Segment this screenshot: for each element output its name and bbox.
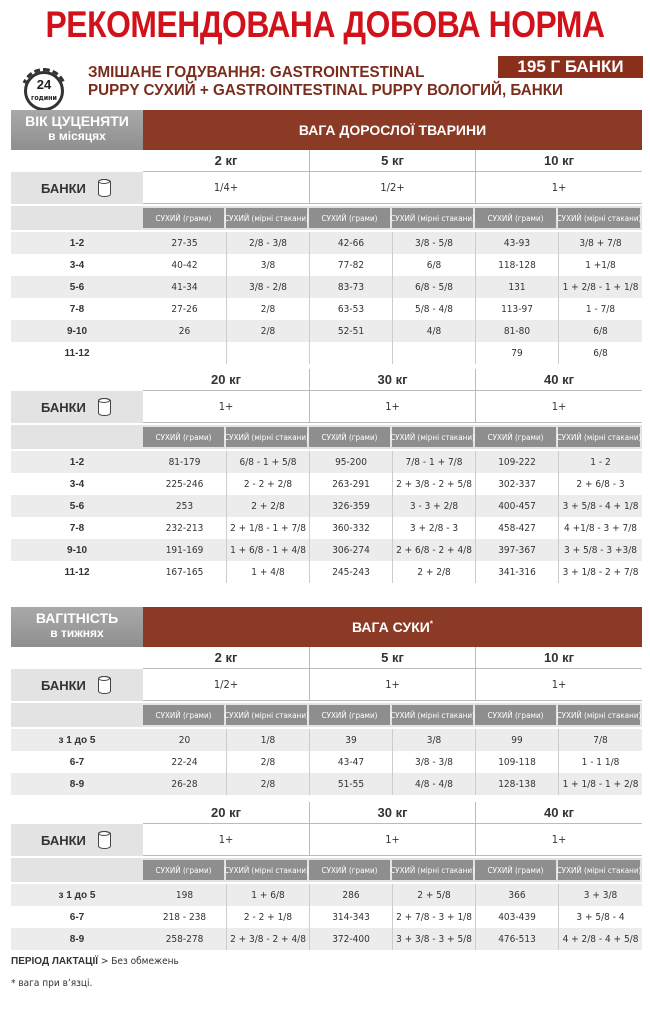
table-cell: 3/8 <box>392 729 475 751</box>
table-cell <box>309 342 392 364</box>
weight-row <box>11 369 642 391</box>
banks-label-text: БАНКИ <box>41 832 86 848</box>
table-cell: 6/8 - 1 + 5/8 <box>226 451 309 473</box>
table-cell: 3/8 - 2/8 <box>226 276 309 298</box>
banks-row-spacer <box>11 172 143 204</box>
table-row <box>11 773 642 795</box>
table-cell: 77-82 <box>309 254 392 276</box>
table-cell: 131 <box>475 276 558 298</box>
table-cell: 218 - 238 <box>162 911 207 923</box>
row-label: 7-8 <box>69 303 85 315</box>
row-label: 1-2 <box>69 237 85 249</box>
table-cell: 4/8 - 4/8 <box>392 773 475 795</box>
weight-cell: 30 кг <box>309 802 475 824</box>
table-cell: 2/8 <box>226 298 309 320</box>
table-cell: 3/8 <box>226 254 309 276</box>
banks-label-text: БАНКИ <box>41 399 86 415</box>
weight-cell: 30 кг <box>309 369 475 391</box>
table-row <box>11 342 642 364</box>
table-cell: 2 + 1/8 - 1 + 7/8 <box>226 517 309 539</box>
banks-value: 1+ <box>475 669 642 701</box>
table-cell: 2 + 6/8 - 3 <box>558 473 642 495</box>
table-cell: 198 <box>175 889 194 901</box>
table-row <box>11 320 642 342</box>
banks-value: 1+ <box>309 824 475 856</box>
table-cell: 79 <box>475 342 558 364</box>
banks-row-spacer <box>11 391 143 423</box>
table-cell: 2 + 2/8 <box>392 561 475 583</box>
pregnancy-weeks-header <box>11 607 143 647</box>
row-label: 1-2 <box>69 456 85 468</box>
column-header: СУХИЙ (мірні стакани) <box>558 427 640 447</box>
table-cell: 41-34 <box>171 281 198 293</box>
row-label: 9-10 <box>66 325 87 337</box>
table-cell: 2 + 7/8 - 3 + 1/8 <box>392 906 475 928</box>
lactation-value: > Без обмежень <box>98 956 179 967</box>
can-size-badge: 195 Г БАНКИ <box>498 56 643 78</box>
table-cell: 3/8 - 3/8 <box>392 751 475 773</box>
table-cell: 52-51 <box>309 320 392 342</box>
table-cell: 3 + 3/8 - 3 + 5/8 <box>392 928 475 950</box>
table-cell: 43-93 <box>475 232 558 254</box>
table-cell: 167-165 <box>165 566 204 578</box>
table-cell: 6/8 <box>558 320 642 342</box>
weight-cell: 10 кг <box>475 150 642 172</box>
weight-cell: 5 кг <box>309 647 475 669</box>
column-header: СУХИЙ (мірні стакани) <box>558 705 640 725</box>
table-cell: 341-316 <box>475 561 558 583</box>
bitch-weight-header <box>143 607 642 647</box>
column-header: СУХИЙ (мірні стакани) <box>226 208 307 228</box>
table-cell: 258-278 <box>165 933 204 945</box>
table-cell <box>226 342 309 364</box>
table-cell: 1 + 4/8 <box>226 561 309 583</box>
row-label: з 1 до 5 <box>58 889 96 901</box>
bitch-weight-label: ВАГА СУКИ <box>352 619 430 635</box>
table-cell: 302-337 <box>475 473 558 495</box>
table-cell: 366 <box>475 884 558 906</box>
table-cell: 39 <box>309 729 392 751</box>
table-cell: 2 - 2 + 2/8 <box>226 473 309 495</box>
banks-value: 1+ <box>475 824 642 856</box>
table-cell: 5/8 - 4/8 <box>392 298 475 320</box>
table-cell: 42-66 <box>309 232 392 254</box>
weight-row <box>11 647 642 669</box>
table-cell: 2/8 <box>226 320 309 342</box>
weight-row-spacer <box>11 150 143 172</box>
table-row <box>11 539 642 561</box>
lactation-label: ПЕРІОД ЛАКТАЦІЇ <box>11 956 98 967</box>
table-cell: 3 + 5/8 - 4 <box>558 906 642 928</box>
table-cell: 1 - 7/8 <box>558 298 642 320</box>
table-cell: 232-213 <box>165 522 204 534</box>
column-header: СУХИЙ (грами) <box>475 208 556 228</box>
table-row <box>11 495 642 517</box>
banks-row-spacer <box>11 824 143 856</box>
row-label: 9-10 <box>66 544 87 556</box>
table-cell: 109-118 <box>475 751 558 773</box>
table-row <box>11 517 642 539</box>
column-header: СУХИЙ (мірні стакани) <box>392 860 473 880</box>
table-row <box>11 232 642 254</box>
table-cell: 2/8 <box>226 773 309 795</box>
banks-row <box>11 172 642 204</box>
pregnancy-header-line2: в тижнях <box>50 626 104 640</box>
weight-row-spacer <box>11 369 143 391</box>
table-row <box>11 473 642 495</box>
table-cell: 99 <box>475 729 558 751</box>
weight-cell: 2 кг <box>143 150 309 172</box>
table-cell: 6/8 <box>392 254 475 276</box>
table-cell: 263-291 <box>309 473 392 495</box>
column-header: СУХИЙ (грами) <box>143 427 224 447</box>
banks-row <box>11 669 642 701</box>
table-cell: 3/8 - 5/8 <box>392 232 475 254</box>
column-header: СУХИЙ (грами) <box>309 860 390 880</box>
row-label: 7-8 <box>69 522 85 534</box>
puppy-age-header-line2: в місяцях <box>48 129 106 143</box>
table-cell: 4/8 <box>392 320 475 342</box>
table-cell: 397-367 <box>475 539 558 561</box>
table-cell: 360-332 <box>309 517 392 539</box>
table-cell: 2/8 <box>226 751 309 773</box>
table-cell: 113-97 <box>475 298 558 320</box>
banks-value: 1/2+ <box>143 669 309 701</box>
banks-value: 1/4+ <box>143 172 309 204</box>
table-cell: 7/8 - 1 + 7/8 <box>392 451 475 473</box>
table-cell: 4 +1/8 - 3 + 7/8 <box>558 517 642 539</box>
table-row <box>11 254 642 276</box>
table-cell: 314-343 <box>309 906 392 928</box>
weight-row <box>11 150 642 172</box>
table-row <box>11 561 642 583</box>
table-cell: 3 + 5/8 - 3 +3/8 <box>558 539 642 561</box>
table-cell: 3 + 2/8 - 3 <box>392 517 475 539</box>
banks-label-text: БАНКИ <box>41 677 86 693</box>
row-label: 6-7 <box>69 756 85 768</box>
column-header: СУХИЙ (грами) <box>143 860 224 880</box>
banks-row <box>11 824 642 856</box>
weight-cell: 20 кг <box>143 369 309 391</box>
table-cell: 476-513 <box>475 928 558 950</box>
table-cell: 26 <box>178 325 191 337</box>
lactation-note <box>11 956 179 967</box>
table-cell: 3 + 3/8 <box>558 884 642 906</box>
column-header: СУХИЙ (мірні стакани) <box>226 427 307 447</box>
table-cell: 1 +1/8 <box>558 254 642 276</box>
table-cell: 458-427 <box>475 517 558 539</box>
table-cell: 118-128 <box>475 254 558 276</box>
puppy-age-header-line1: ВІК ЦУЦЕНЯТИ <box>25 113 129 129</box>
table-cell: 4 + 2/8 - 4 + 5/8 <box>558 928 642 950</box>
table-row <box>11 451 642 473</box>
table-cell: 81-179 <box>168 456 201 468</box>
weight-cell: 2 кг <box>143 647 309 669</box>
table-cell: 51-55 <box>309 773 392 795</box>
table-row <box>11 751 642 773</box>
row-label: з 1 до 5 <box>58 734 96 746</box>
column-header: СУХИЙ (грами) <box>475 427 556 447</box>
column-header: СУХИЙ (мірні стакани) <box>226 705 307 725</box>
table-cell: 372-400 <box>309 928 392 950</box>
mating-weight-note: * вага при в’язці. <box>11 978 93 989</box>
table-cell: 3 + 1/8 - 2 + 7/8 <box>558 561 642 583</box>
weight-cell: 40 кг <box>475 802 642 824</box>
table-cell: 1 + 6/8 <box>226 884 309 906</box>
table-cell: 81-80 <box>475 320 558 342</box>
table-cell: 40-42 <box>171 259 198 271</box>
row-label: 5-6 <box>69 500 85 512</box>
subtitle <box>88 64 563 100</box>
table-cell: 2/8 - 3/8 <box>226 232 309 254</box>
subheader-row <box>143 860 642 880</box>
weight-cell: 5 кг <box>309 150 475 172</box>
table-cell: 306-274 <box>309 539 392 561</box>
subheader-row <box>143 427 642 447</box>
table-cell: 27-35 <box>171 237 198 249</box>
clock-icon <box>24 71 64 111</box>
column-header: СУХИЙ (мірні стакани) <box>392 705 473 725</box>
table-cell: 63-53 <box>309 298 392 320</box>
table-cell: 400-457 <box>475 495 558 517</box>
bitch-weight-mark: * <box>429 619 433 629</box>
table-cell: 326-359 <box>309 495 392 517</box>
column-header: СУХИЙ (мірні стакани) <box>392 208 473 228</box>
weight-row-spacer <box>11 647 143 669</box>
column-header: СУХИЙ (мірні стакани) <box>226 860 307 880</box>
table-cell <box>392 342 475 364</box>
table-cell: 7/8 <box>558 729 642 751</box>
subheader-row <box>143 208 642 228</box>
table-row <box>11 906 642 928</box>
banks-row-spacer <box>11 669 143 701</box>
table-row <box>11 298 642 320</box>
table-cell: 1 - 2 <box>558 451 642 473</box>
table-cell: 3/8 + 7/8 <box>558 232 642 254</box>
subheader-row <box>143 705 642 725</box>
row-label: 11-12 <box>64 347 90 359</box>
table-cell: 6/8 <box>558 342 642 364</box>
clock-number: 24 <box>36 77 52 92</box>
table-row <box>11 928 642 950</box>
weight-cell: 20 кг <box>143 802 309 824</box>
page-title: РЕКОМЕНДОВАНА ДОБОВА НОРМА <box>45 4 605 45</box>
table-cell: 286 <box>309 884 392 906</box>
column-header: СУХИЙ (грами) <box>475 705 556 725</box>
table-row <box>11 276 642 298</box>
table-row <box>11 729 642 751</box>
table-cell: 1 + 6/8 - 1 + 4/8 <box>226 539 309 561</box>
table-cell: 1 + 2/8 - 1 + 1/8 <box>558 276 642 298</box>
banks-value: 1/2+ <box>309 172 475 204</box>
table-cell: 6/8 - 5/8 <box>392 276 475 298</box>
weight-row-spacer <box>11 802 143 824</box>
table-cell: 1 + 1/8 - 1 + 2/8 <box>558 773 642 795</box>
table-cell: 2 - 2 + 1/8 <box>226 906 309 928</box>
table-cell: 109-222 <box>475 451 558 473</box>
weight-row <box>11 802 642 824</box>
table-cell: 1/8 <box>226 729 309 751</box>
row-label: 6-7 <box>69 911 85 923</box>
table-cell <box>143 342 226 364</box>
column-header: СУХИЙ (грами) <box>475 860 556 880</box>
table-cell: 253 <box>175 500 194 512</box>
row-label: 8-9 <box>69 933 85 945</box>
column-header: СУХИЙ (мірні стакани) <box>558 208 640 228</box>
table-cell: 128-138 <box>475 773 558 795</box>
table-cell: 403-439 <box>475 906 558 928</box>
table-cell: 95-200 <box>309 451 392 473</box>
row-label: 3-4 <box>69 259 85 271</box>
table-cell: 1 - 1 1/8 <box>558 751 642 773</box>
table-cell: 26-28 <box>171 778 198 790</box>
table-cell: 27-26 <box>171 303 198 315</box>
column-header: СУХИЙ (грами) <box>309 427 390 447</box>
banks-value: 1+ <box>475 172 642 204</box>
column-header: СУХИЙ (грами) <box>143 208 224 228</box>
banks-label-text: БАНКИ <box>41 180 86 196</box>
column-header: СУХИЙ (грами) <box>143 705 224 725</box>
table-cell: 225-246 <box>165 478 204 490</box>
table-cell: 2 + 2/8 <box>226 495 309 517</box>
weight-cell: 40 кг <box>475 369 642 391</box>
row-label: 3-4 <box>69 478 85 490</box>
banks-value: 1+ <box>309 669 475 701</box>
adult-weight-header: ВАГА ДОРОСЛОЇ ТВАРИНИ <box>143 110 642 150</box>
column-header: СУХИЙ (грами) <box>309 208 390 228</box>
weight-cell: 10 кг <box>475 647 642 669</box>
banks-value: 1+ <box>143 824 309 856</box>
row-label: 5-6 <box>69 281 85 293</box>
row-label: 8-9 <box>69 778 85 790</box>
banks-value: 1+ <box>475 391 642 423</box>
table-cell: 20 <box>178 734 191 746</box>
banks-value: 1+ <box>143 391 309 423</box>
table-cell: 3 - 3 + 2/8 <box>392 495 475 517</box>
table-cell: 2 + 3/8 - 2 + 5/8 <box>392 473 475 495</box>
column-header: СУХИЙ (грами) <box>309 705 390 725</box>
table-cell: 22-24 <box>171 756 198 768</box>
puppy-age-header <box>11 110 143 150</box>
table-cell: 2 + 6/8 - 2 + 4/8 <box>392 539 475 561</box>
table-cell: 2 + 5/8 <box>392 884 475 906</box>
subtitle-line-1: ЗМІШАНЕ ГОДУВАННЯ: GASTROINTESTINAL <box>88 64 425 81</box>
table-cell: 2 + 3/8 - 2 + 4/8 <box>226 928 309 950</box>
table-cell: 3 + 5/8 - 4 + 1/8 <box>558 495 642 517</box>
table-cell: 191-169 <box>165 544 204 556</box>
table-cell: 43-47 <box>309 751 392 773</box>
row-label: 11-12 <box>64 566 90 578</box>
banks-value: 1+ <box>309 391 475 423</box>
column-header: СУХИЙ (мірні стакани) <box>558 860 640 880</box>
table-cell: 245-243 <box>309 561 392 583</box>
subtitle-line-2: PUPPY СУХИЙ + GASTROINTESTINAL PUPPY ВОЛОГИЙ, БАНКИ <box>88 82 563 99</box>
clock-unit: години <box>31 94 57 102</box>
pregnancy-header-line1: ВАГІТНІСТЬ <box>35 610 119 626</box>
banks-row <box>11 391 642 423</box>
column-header: СУХИЙ (мірні стакани) <box>392 427 473 447</box>
table-row <box>11 884 642 906</box>
table-cell: 83-73 <box>309 276 392 298</box>
